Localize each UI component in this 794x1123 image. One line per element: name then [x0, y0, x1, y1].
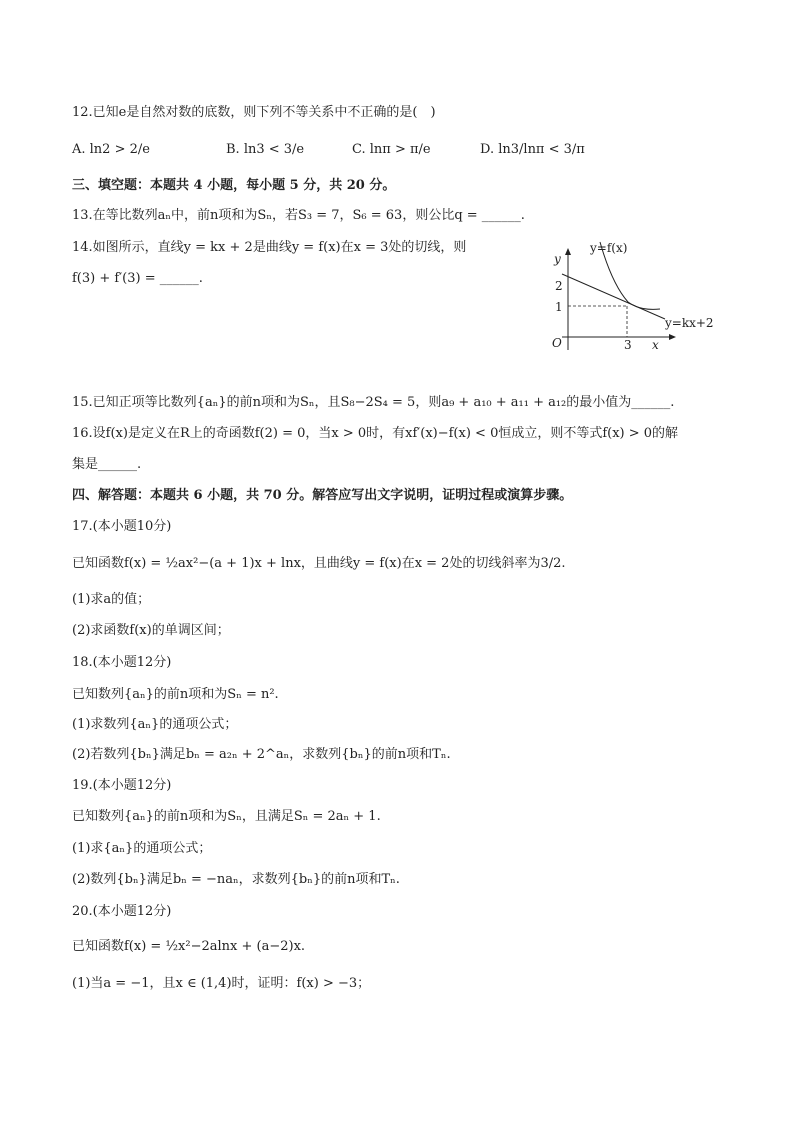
question-20-stem: 已知函数f(x) = ½x²−2alnx + (a−2)x.	[72, 939, 306, 954]
question-18-header: 18.(本小题12分)	[72, 655, 172, 670]
line-label: y=kx+2	[665, 316, 714, 330]
question-18-stem: 已知数列{aₙ}的前n项和为Sₙ = n².	[72, 687, 279, 702]
question-17-part-2: (2)求函数f(x)的单调区间；	[72, 623, 230, 638]
question-12-option-d: D. ln3/lnπ < 3/π	[480, 142, 585, 157]
curve-label: y=f(x)	[590, 241, 628, 255]
question-20-header: 20.(本小题12分)	[72, 904, 172, 919]
question-19-header: 19.(本小题12分)	[72, 778, 172, 793]
question-12-option-c: C. lnπ > π/e	[352, 142, 431, 157]
question-15: 15.已知正项等比数列{aₙ}的前n项和为Sₙ，且S₈−2S₄ = 5，则a₉ + a₁₀ + a₁₁ + a₁₂的最小值为______.	[72, 395, 675, 410]
tangent-line	[562, 274, 665, 319]
x-axis-label: x	[652, 338, 659, 352]
question-14-line-2: f(3) + f′(3) = ______.	[72, 271, 203, 286]
question-19-part-2: (2)数列{bₙ}满足bₙ = −naₙ，求数列{bₙ}的前n项和Tₙ.	[72, 872, 400, 887]
origin-label: O	[552, 336, 562, 350]
question-19-stem: 已知数列{aₙ}的前n项和为Sₙ，且满足Sₙ = 2aₙ + 1.	[72, 809, 381, 824]
question-16-line-1: 16.设f(x)是定义在R上的奇函数f(2) = 0，当x > 0时，有xf′(x)−f(x) < 0恒成立，则不等式f(x) > 0的解	[72, 426, 679, 441]
question-12-stem: 12.已知e是自然对数的底数，则下列不等关系中不正确的是( )	[72, 105, 436, 120]
question-13: 13.在等比数列aₙ中，前n项和为Sₙ，若S₃ = 7，S₆ = 63，则公比q = ______.	[72, 208, 525, 223]
question-18-part-2: (2)若数列{bₙ}满足bₙ = a₂ₙ + 2^aₙ，求数列{bₙ}的前n项和Tₙ.	[72, 747, 451, 762]
question-18-part-1: (1)求数列{aₙ}的通项公式；	[72, 717, 238, 732]
section-3-heading: 三、填空题：本题共 4 小题，每小题 5 分，共 20 分。	[72, 178, 396, 193]
question-19-part-1: (1)求{aₙ}的通项公式；	[72, 841, 212, 856]
question-12-option-b: B. ln3 < 3/e	[226, 142, 305, 157]
question-17-part-1: (1)求a的值；	[72, 592, 151, 607]
question-17-header: 17.(本小题10分)	[72, 519, 172, 534]
tick-y-1: 1	[555, 300, 563, 314]
section-4-heading: 四、解答题：本题共 6 小题，共 70 分。解答应写出文字说明，证明过程或演算步骤。	[72, 488, 573, 503]
question-14-line-1: 14.如图所示，直线y = kx + 2是曲线y = f(x)在x = 3处的切线，则	[72, 240, 467, 255]
question-17-stem: 已知函数f(x) = ½ax²−(a + 1)x + lnx，且曲线y = f(x)在x = 2处的切线斜率为3/2.	[72, 556, 566, 571]
tangent-line-figure	[540, 232, 740, 357]
y-axis-label: y	[554, 252, 561, 266]
y-axis-arrow	[565, 248, 571, 255]
x-axis-arrow	[669, 334, 676, 340]
question-20-part-1: (1)当a = −1，且x ∈ (1,4)时，证明：f(x) > −3；	[72, 976, 371, 991]
question-16-line-2: 集是______.	[72, 457, 142, 472]
tick-x-3: 3	[624, 338, 632, 352]
tick-y-2: 2	[555, 279, 563, 293]
question-12-option-a: A. ln2 > 2/e	[72, 142, 150, 157]
